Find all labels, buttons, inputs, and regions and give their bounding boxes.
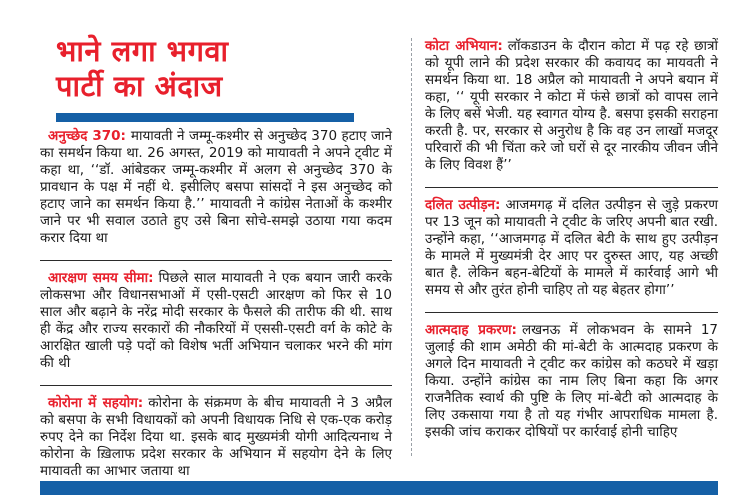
column-divider-dashed-line — [411, 38, 412, 456]
section-paragraph — [425, 197, 718, 299]
page-title — [56, 34, 229, 104]
page-title-line-1: भाने लगा भगवा — [56, 34, 229, 68]
section-heading: कोरोना में सहयोग: — [48, 395, 144, 411]
section-paragraph — [425, 38, 718, 174]
section-body: आजमगढ़ में दलित उत्पीड़न से जुड़े प्रकरण पर 13 जून को मायावती ने ट्वीट के जरिए अपनी बात रखी. उन्होंने कहा, ‘‘आजमगढ़ में दलित बेटी के साथ हुए उत्पीड़न के मामले में मुख्यमंत्री देर आए पर दुरुस्त आए, यह अच्छी बात है. लेकिन बहन-बेटियों के मामले में कार्रवाई आगे भी समय से और तुरंत होनी चाहिए तो यह बेहतर होगा’’ — [425, 197, 718, 298]
section-kota-campaign — [425, 38, 718, 174]
section-heading: कोटा अभियान: — [425, 38, 503, 54]
section-paragraph — [425, 322, 718, 441]
section-heading: दलित उत्पीड़न: — [425, 197, 501, 213]
section-separator — [40, 260, 392, 261]
section-body: पिछले साल मायावती ने एक बयान जारी करके लोकसभा और विधानसभाओं में एसी-एसटी आरक्षण को फिर से 10 साल और बढ़ाने के नरेंद्र मोदी सरकार के फैसले की तारीफ की थी. साथ ही केंद्र और राज्य सरकारों की नौकरियों में एससी-एसटी वर्ग के कोटे के आरक्षित खाली पड़े पदों को विशेष भर्ती अभियान चलाकर भरने की मांग की थी — [40, 270, 392, 371]
section-separator — [425, 187, 718, 188]
left-column — [40, 128, 392, 480]
section-corona-cooperation — [40, 395, 392, 480]
section-heading: अनुच्छेद 370: — [48, 128, 126, 144]
page-title-line-2: पार्टी का अंदाज — [56, 69, 223, 103]
section-paragraph — [40, 395, 392, 480]
section-body: मायावती ने जम्मू-कश्मीर से अनुच्छेद 370 हटाए जाने का समर्थन किया था. 26 अगस्त, 2019 को मायावती ने अपने ट्वीट में कहा था, ‘‘डॉ. आंबेडकर जम्मू-कश्मीर में अलग से अनुच्छेद 370 के प्रावधान के पक्ष में नहीं थे. इसीलिए बसपा सांसदों ने इस अनुच्छेद को हटाए जाने का समर्थन किया है.’’ मायावती ने कांग्रेस नेताओं के कश्मीर जाने पर भी सवाल उठाते हुए उसे बिना सोचे-समझे उठाया गया कदम करार दिया था — [40, 128, 392, 246]
section-dalit-atrocity — [425, 197, 718, 299]
section-heading: आत्मदाह प्रकरण: — [425, 322, 517, 338]
bottom-accent-bar — [40, 481, 718, 495]
section-paragraph — [40, 128, 392, 247]
section-self-immolation-case — [425, 322, 718, 441]
title-underline-bar — [56, 113, 354, 122]
section-separator — [425, 312, 718, 313]
section-body: लॉकडाउन के दौरान कोटा में पढ़ रहे छात्रों को यूपी लाने की प्रदेश सरकार की कवायद का मायवती ने समर्थन किया था. 18 अप्रैल को मायावती ने अपने बयान में कहा, ‘‘ यूपी सरकार ने कोटा में फंसे छात्रों को वापस लाने के लिए बसें भेजी. यह स्वागत योग्य है. बसपा इसकी सराहना करती है. पर, सरकार से अनुरोध है कि वह उन लाखों मजदूर परिवारों की भी चिंता करे जो घरों से दूर नारकीय जीवन जीने के लिए विवश हैं’’ — [425, 38, 718, 173]
section-reservation-timeline — [40, 270, 392, 372]
section-heading: आरक्षण समय सीमा: — [48, 270, 154, 286]
section-separator — [40, 385, 392, 386]
section-article-370 — [40, 128, 392, 247]
section-paragraph — [40, 270, 392, 372]
right-column — [425, 38, 718, 441]
section-body: लखनऊ में लोकभवन के सामने 17 जुलाई की शाम अमेठी की मां-बेटी के आत्मदाह प्रकरण के अगले दिन मायावती ने ट्वीट कर कांग्रेस को कठघरे में खड़ा किया. उन्होंने कांग्रेस का नाम लिए बिना कहा कि अगर राजनैतिक स्वार्थ की पुष्टि के लिए मां-बेटी को आत्मदाह के लिए उकसाया गया है तो यह गंभीर आपराधिक मामला है. इसकी जांच कराकर दोषियों पर कार्रवाई होनी चाहिए — [425, 322, 718, 440]
section-body: कोरोना के संक्रमण के बीच मायावती ने 3 अप्रैल को बसपा के सभी विधायकों को अपनी विधायक निधि से एक-एक करोड़ रुपए देने का निर्देश दिया था. इसके बाद मुख्यमंत्री योगी आदित्यनाथ ने कोरोना के ख़िलाफ प्रदेश सरकार के अभियान में सहयोग देने के लिए मायावती का आभार जताया था — [40, 395, 392, 479]
